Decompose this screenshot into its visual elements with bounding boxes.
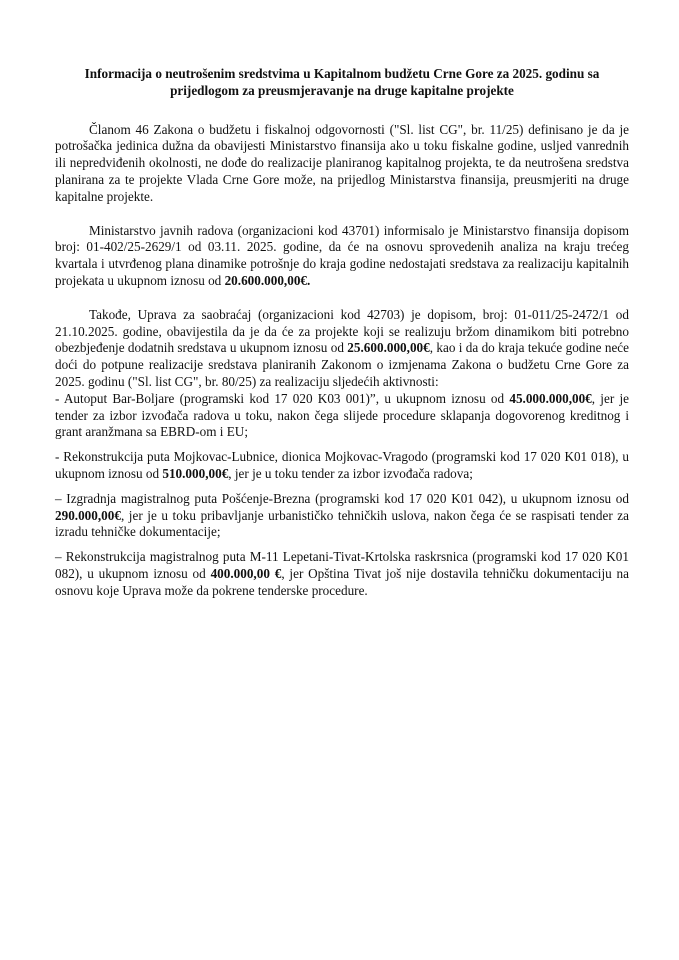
item-text: - Rekonstrukcija puta Mojkovac-Lubnice, dionica Mojkovac-Vragodo (programski kod 17 020 K01 018), u ukupnom iznosu od (55, 449, 629, 481)
paragraph-legal-basis: Članom 46 Zakona o budžetu i fiskalnoj odgovornosti ("Sl. list CG", br. 11/25) definisano je da je potrošačka jedinica dužna da obavijesti Ministarstvo finansija ako u toku fiskalne godine, usljed vanrednih ili nepredviđenih okolnosti, ne dođe do realizacije planiranog kapitalnog projekta, te da neutrošena sredstva planirana za te projekte Vlada Crne Gore može, na prijedlog Ministarstva finansija, preusmjeriti na druge kapitalne projekte. (55, 121, 629, 204)
paragraph-transport-administration (55, 307, 629, 391)
item-amount: 400.000,00 € (210, 565, 282, 581)
item-text: , jer je u toku tender za izbor izvođača radova; (228, 465, 473, 481)
list-item-poscenje (55, 491, 629, 541)
list-item-autoput (55, 391, 629, 441)
item-text: , jer Opština Tivat još nije dostavila tehničku dokumentaciju na osnovu koje Uprava može da pokrene tenderske procedure. (55, 565, 629, 598)
item-amount: 45.000.000,00€ (509, 390, 592, 406)
paragraph-text: , kao i da do kraja tekuće godine neće doći do potpune realizacije sredstava planiranih Zakonom o izmjenama Zakona o budžetu Crne Gore za 2025. godinu ("Sl. list CG", br. 80/25) za realizaciju sljedećih aktivnosti: (55, 340, 630, 389)
list-item-mojkovac (55, 449, 629, 483)
paragraph-text: Takođe, Uprava za saobraćaj (organizacioni kod 42703) je dopisom, broj: 01-011/25-2472/1 od 21.10.2025. godine, obavijestila da je da će za projekte koji se realizuju bržom dinamikom biti potrebno obezbjeđenje dodatnih sredstava u ukupnom iznosu od (55, 306, 629, 356)
paragraph-ministry-public-works (55, 223, 629, 290)
item-text: – Rekonstrukcija magistralnog puta M-11 Lepetani-Tivat-Krtolska raskrsnica (programski kod 17 020 K01 082), u ukupnom iznosu od (55, 549, 629, 581)
item-text: , jer je tender za izbor izvođača radova u toku, nakon čega slijede procedure sklapanja dogovorenog kreditnog i grant aranžmana sa EBRD-om i EU; (55, 390, 629, 440)
item-amount: 290.000,00€ (55, 507, 121, 523)
amount-additional-funds: 25.600.000,00€ (347, 340, 430, 356)
item-text: - Autoput Bar-Boljare (programski kod 17 020 K03 001)”, u ukupnom iznosu od (55, 390, 510, 406)
paragraph-text: Ministarstvo javnih radova (organizacioni kod 43701) informisalo je Ministarstvo finansija dopisom broj: 01-402/25-2629/1 od 03.11. 2025. godine, da će na osnovu sprovedenih analiza na kraju trećeg kvartala i utvrđenog plana dinamike potrošnje do kraja godine nedostajati sredstava za realizaciju kapitalnih projekata u ukupnom iznosu od (55, 222, 629, 288)
period: . (307, 272, 311, 288)
document-page (55, 66, 629, 608)
item-text: , jer je u toku pribavljanje urbanističko tehničkih uslova, nakon čega će se raspisati tender za izradu tehničke dokumentacije; (55, 507, 629, 540)
item-text: – Izgradnja magistralnog puta Pošćenje-Brezna (programski kod 17 020 K01 042), u ukupnom iznosu od (55, 490, 629, 506)
list-item-lepetani (55, 549, 629, 599)
item-amount: 510.000,00€ (162, 465, 229, 481)
amount-shortfall: 20.600.000,00€ (224, 272, 307, 288)
document-title: Informacija o neutrošenim sredstvima u Kapitalnom budžetu Crne Gore za 2025. godinu sa prijedlogom za preusmjeravanje na druge kapitalne projekte (84, 66, 600, 98)
